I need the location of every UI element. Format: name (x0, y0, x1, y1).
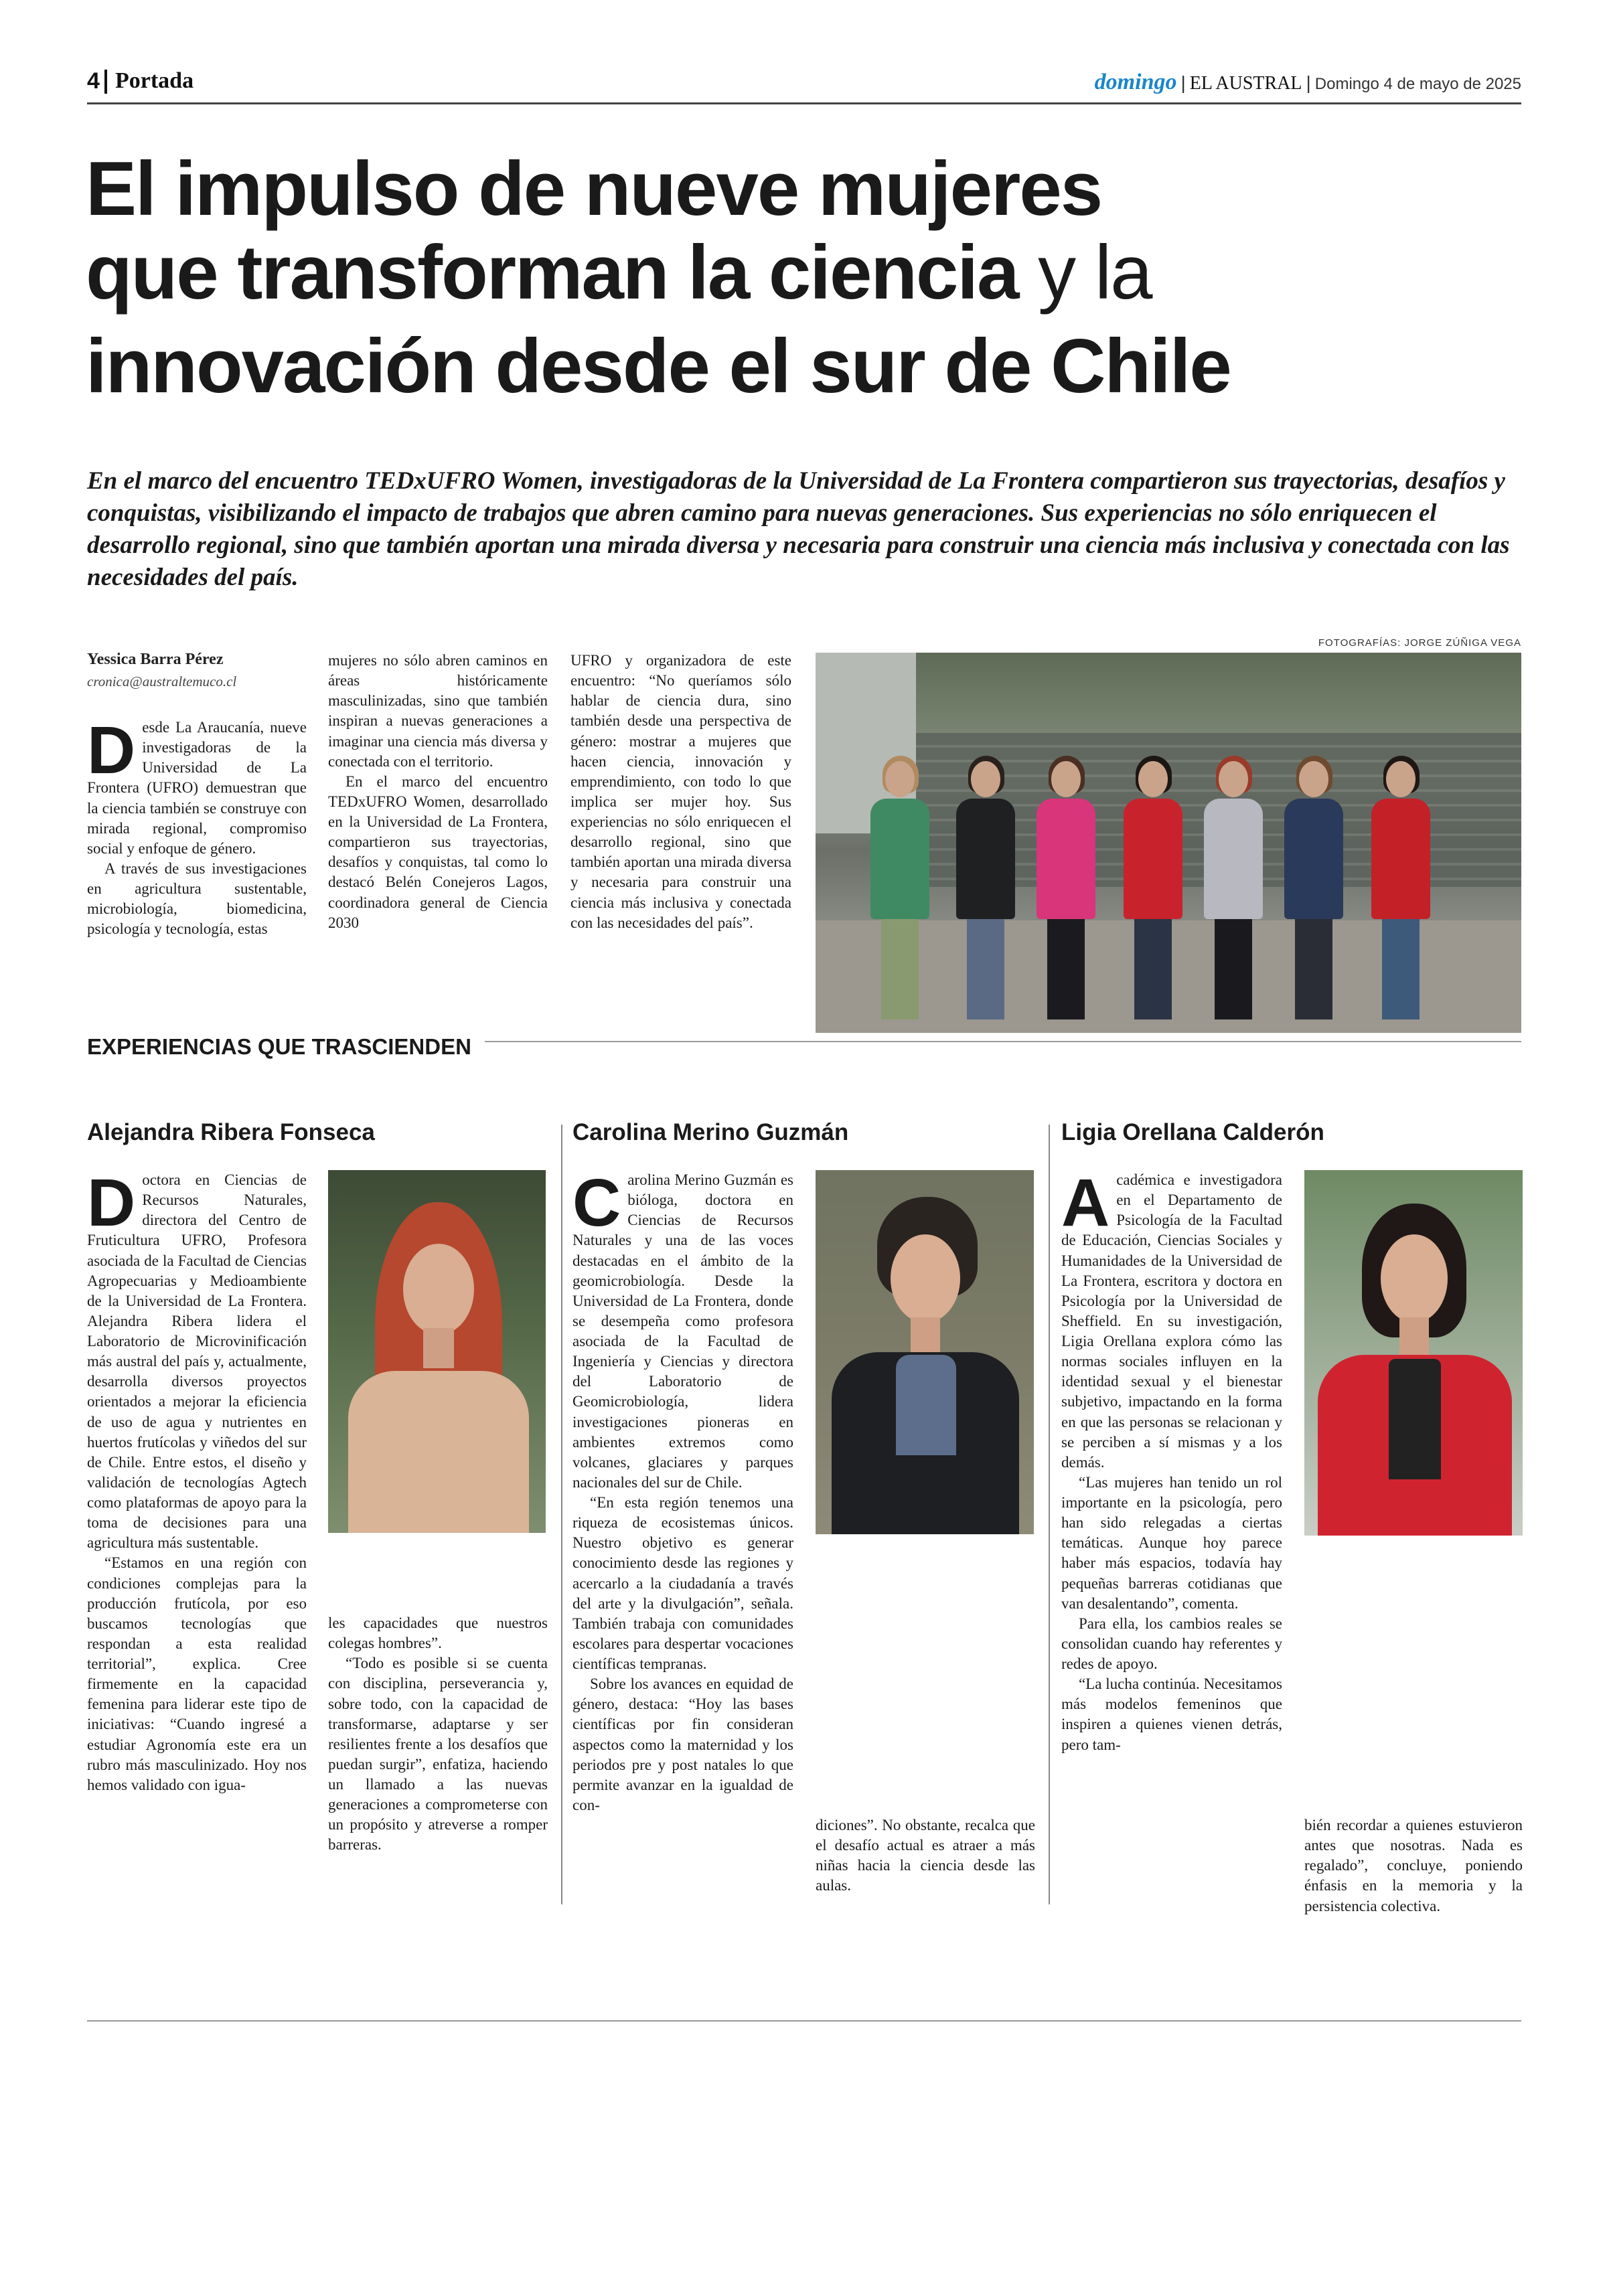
profile-paragraph: diciones”. No obstante, recalca que el desafío actual es atraer a más niñas hacia la ciencia desde las aulas. (816, 1817, 1035, 1894)
author-email: cronica@australtemuco.cl (87, 673, 237, 689)
photo-person (870, 761, 929, 1019)
page-number-separator (104, 70, 107, 94)
headline-line-2-bold: que transforman la ciencia (86, 230, 1018, 316)
section-name: Portada (115, 68, 194, 93)
headline-line-2-light: y la (1018, 230, 1152, 316)
page-number: 4 (87, 68, 100, 94)
profile-3-column-2 (1304, 1815, 1523, 1916)
profile-paragraph: les capacidades que nuestros colegas hombres”. (328, 1615, 548, 1652)
profile-1-column-1 (87, 1165, 307, 1795)
intro-paragraph: A través de sus investigaciones en agricultura sustentable, microbiología, biomedicina, psicología y tecnología, estas (87, 859, 307, 938)
profile-2-column-2 (816, 1815, 1035, 1896)
supplement-brand: domingo (1094, 70, 1177, 94)
profile-paragraph: “Todo es posible si se cuenta con disciplina, perseverancia y, sobre todo, con la capacidad de transformarse, adaptarse y ser resilientes frente a los desafíos que puedan surgir”, enfatiza, haciendo un llamado a las nuevas generaciones a comprometerse con un propósito y atreverse a romper barreras. (328, 1655, 548, 1854)
photo-person (1204, 761, 1263, 1019)
issue-date: Domingo 4 de mayo de 2025 (1314, 75, 1521, 93)
photo-credit: FOTOGRAFÍAS: JORGE ZÚÑIGA VEGA (1318, 637, 1521, 649)
drop-cap: A (1061, 1165, 1110, 1240)
column-rule (1049, 1125, 1050, 1904)
bottom-rule (87, 2020, 1521, 2022)
drop-cap: D (87, 713, 136, 788)
photo-person (956, 761, 1015, 1019)
section-subhead: EXPERIENCIAS QUE TRASCIENDEN (87, 1034, 485, 1060)
profile-paragraph: Académica e investigadora en el Departamento de Psicología de la Facultad de Educación, Ciencias Sociales y Humanidades de la Universidad de La Frontera, escritora y doctora en Psicología por la Universidad de Sheffield. En su investigación, Ligia Orellana explora cómo las normas sociales influyen en la identidad sexual y el bienestar subjetivo, impactando en la forma en que las personas se relacionan y se perciben a sí mismas y a los demás. (1061, 1165, 1282, 1471)
drop-cap: D (87, 1165, 136, 1240)
profile-1-column-2 (328, 1613, 548, 1856)
profile-3-column-1 (1061, 1165, 1282, 1755)
profile-name-2: Carolina Merino Guzmán (572, 1119, 849, 1145)
photo-person (1037, 761, 1095, 1019)
intro-column-2 (328, 651, 548, 933)
photo-person (1124, 761, 1182, 1019)
intro-paragraph: Desde La Araucanía, nueve investigadoras de la Universidad de La Frontera (UFRO) demuestran que la ciencia también se construye con mirada regional, compromiso social y enfoque de género. (87, 713, 307, 857)
portrait-alejandra-ribera (328, 1170, 546, 1533)
portrait-carolina-merino (816, 1170, 1034, 1534)
intro-column-3 (570, 651, 791, 933)
intro-column-1 (87, 713, 307, 939)
page-header (87, 64, 1521, 104)
profile-paragraph: Carolina Merino Guzmán es bióloga, doctora en Ciencias de Recursos Naturales y una de las voces destacadas en el ámbito de la geomicrobiología. Desde la Universidad de La Frontera, donde se desempeña como profesora asociada de la Facultad de Ingeniería y Ciencias y directora del Laboratorio de Geomicrobiología, lidera investigaciones pioneras en ambientes extremos como volcanes, glaciares y parques nacionales del sur de Chile. (572, 1165, 793, 1491)
photo-person (1284, 761, 1343, 1019)
group-photo (816, 653, 1521, 1033)
newspaper-name: EL AUSTRAL (1189, 73, 1302, 94)
profile-paragraph: “Las mujeres han tenido un rol importante en la psicología, pero han sido relegadas a ciertas temáticas. Aunque hoy parece haber más espacios, todavía hay pequeñas barreras cotidianas que van desalentando”, comenta. (1061, 1473, 1282, 1612)
profile-name-3: Ligia Orellana Calderón (1061, 1119, 1324, 1145)
profile-paragraph: “La lucha continúa. Necesitamos más modelos femeninos que inspiren a quienes vienen detrás, pero tam- (1061, 1675, 1282, 1753)
author-name: Yessica Barra Pérez (87, 651, 224, 668)
lead-paragraph: En el marco del encuentro TEDxUFRO Women, investigadoras de la Universidad de La Frontera compartieron sus trayectorias, desafíos y conquistas, visibilizando el impacto de trabajos que abren camino para nuevas generaciones. Sus experiencias no sólo enriquecen el desarrollo regional, sino que también aportan una mirada diversa y necesaria para construir una ciencia más inclusiva y conectada con las necesidades del país. (87, 467, 1510, 592)
profile-paragraph: “En esta región tenemos una riqueza de ecosistemas únicos. Nuestro objetivo es generar conocimiento desde las regiones y acercarlo a la ciudadanía a través del arte y la divulgación”, señala. También trabaja con comunidades escolares para despertar vocaciones científicas tempranas. (572, 1494, 793, 1672)
masthead-info (1095, 70, 1521, 95)
intro-paragraph: En el marco del encuentro TEDxUFRO Women, desarrollado en la Universidad de La Frontera, compartieron sus trayectorias, desafíos y conquistas, tal como lo destacó Belén Conejeros Lagos, coordinadora general de Ciencia 2030 (328, 772, 548, 931)
headline-line-1: El impulso de nueve mujeres (86, 147, 1102, 232)
profile-paragraph: Para ella, los cambios reales se consolidan cuando hay referentes y redes de apoyo. (1061, 1615, 1282, 1672)
profile-name-1: Alejandra Ribera Fonseca (87, 1119, 375, 1145)
intro-paragraph: mujeres no sólo abren caminos en áreas históricamente masculinizadas, sino que también inspiran a nuevas generaciones a imaginar una ciencia más diversa y conectada con el territorio. (328, 652, 548, 770)
headline-line-3: innovación desde el sur de Chile (86, 323, 1231, 409)
profile-paragraph: Doctora en Ciencias de Recursos Naturales, directora del Centro de Fruticultura UFRO, Profesora asociada de la Facultad de Ciencias Agropecuarias y Medioambiente de la Universidad de La Frontera. Alejandra Ribera lidera el Laboratorio de Microvinificación más austral del país y, actualmente, desarrolla diversos proyectos orientados a mejorar la eficiencia de uso de agua y nutrientes en huertos frutícolas y viñedos del sur de Chile. Entre estos, el diseño y validación de tecnologías Agtech como plataformas de apoyo para la toma de decisiones para una agricultura más sustentable. (87, 1165, 307, 1552)
profile-paragraph: “Estamos en una región con condiciones complejas para la producción frutícola, por eso buscamos tecnologías que respondan a esta realidad territorial”, explica. Cree firmemente en la capacidad femenina para liderar este tipo de iniciativas: “Cuando ingresé a estudiar Agronomía este era un rubro más masculinizado. Hoy nos hemos validado con igua- (87, 1554, 307, 1793)
profile-paragraph: Sobre los avances en equidad de género, destaca: “Hoy las bases científicas por fin consideran aspectos como la maternidad y los periodos pre y post natales lo que permite avanzar en la igualdad de con- (572, 1675, 793, 1813)
intro-paragraph: UFRO y organizadora de este encuentro: “No queríamos sólo hablar de ciencia dura, sino también desde una perspectiva de género: mostrar a mujeres que hacen ciencia, innovación y emprendimiento, con todo lo que implica ser mujer hoy. Sus experiencias no sólo enriquecen el desarrollo regional, sino que también aportan una mirada diversa y necesaria para construir una ciencia más inclusiva y conectada con las necesidades del país”. (570, 652, 791, 931)
profile-2-column-1 (572, 1165, 793, 1815)
column-rule (561, 1125, 562, 1904)
masthead-divider: | (1306, 72, 1311, 93)
drop-cap: C (572, 1165, 621, 1240)
headline (86, 147, 1525, 408)
photo-person (1371, 761, 1430, 1019)
headline-line-2 (86, 231, 1525, 315)
profile-paragraph: bién recordar a quienes estuvieron antes que nosotras. Nada es regalado”, concluye, poniendo énfasis en la memoria y la persistencia colectiva. (1304, 1817, 1523, 1914)
masthead-divider: | (1180, 72, 1186, 93)
portrait-ligia-orellana (1304, 1170, 1523, 1536)
